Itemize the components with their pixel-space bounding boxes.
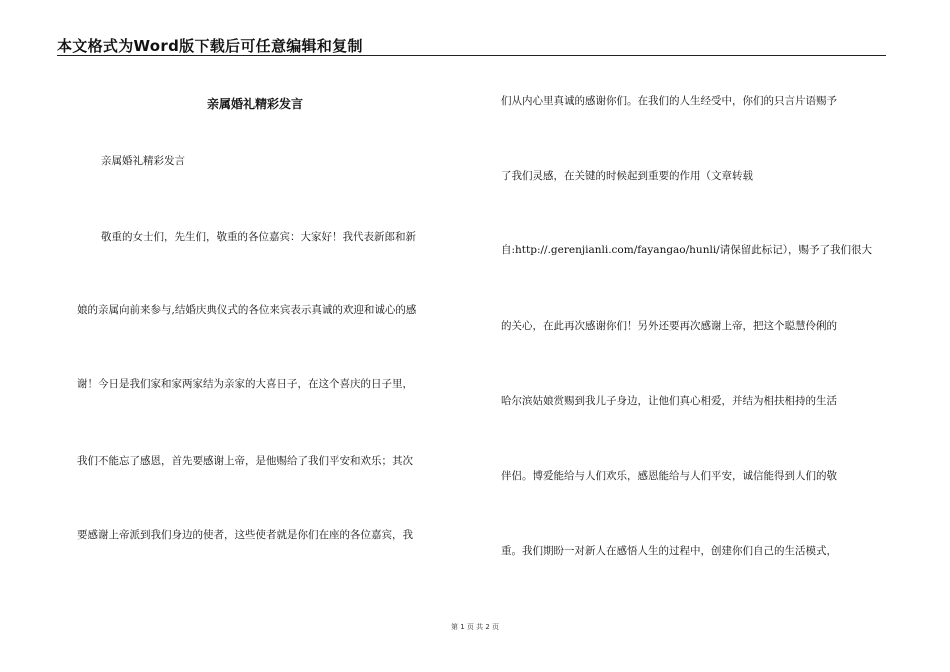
paragraph-line: 我们不能忘了感恩，首先要感谢上帝，是他赐给了我们平安和欢乐；其次: [77, 455, 413, 467]
left-column: [77, 0, 462, 672]
paragraph-line: 伴侣。博爱能给与人们欢乐，感恩能给与人们平安，诚信能得到人们的敬: [501, 470, 837, 482]
paragraph-line: 敬重的女士们，先生们，敬重的各位嘉宾：大家好！我代表新郎和新: [101, 231, 416, 243]
document-title: 亲属婚礼精彩发言: [207, 97, 304, 111]
paragraph-line: 重。我们期盼一对新人在感悟人生的过程中，创建你们自己的生活模式，: [501, 545, 837, 557]
paragraph-line: 要感谢上帝派到我们身边的使者，这些使者就是你们在座的各位嘉宾，我: [77, 529, 413, 541]
paragraph-line: 的关心，在此再次感谢你们！另外还要再次感谢上帝，把这个聪慧伶俐的: [501, 320, 837, 332]
page-number: 第 1 页 共 2 页: [450, 623, 500, 631]
paragraph-line: 了我们灵感，在关键的时候起到重要的作用（文章转载: [501, 170, 753, 182]
paragraph-line: 哈尔滨姑娘赏赐到我儿子身边，让他们真心相爱，并结为相扶相持的生活: [501, 395, 837, 407]
paragraph-line: 自:http://.gerenjianli.com/fayangao/hunli/请保留此标记），赐予了我们很大: [501, 244, 872, 256]
paragraph-line: 娘的亲属向前来参与,结婚庆典仪式的各位来宾表示真诚的欢迎和诚心的感: [77, 304, 417, 316]
paragraph-line: 谢！今日是我们家和家两家结为亲家的大喜日子，在这个喜庆的日子里，: [77, 378, 413, 390]
paragraph-line: 亲属婚礼精彩发言: [101, 155, 185, 167]
paragraph-line: 们从内心里真诚的感谢你们。在我们的人生经受中，你们的只言片语赐予: [501, 95, 837, 107]
right-column: [501, 0, 886, 672]
document-header: 本文格式为Word版下载后可任意编辑和复制: [57, 37, 363, 55]
